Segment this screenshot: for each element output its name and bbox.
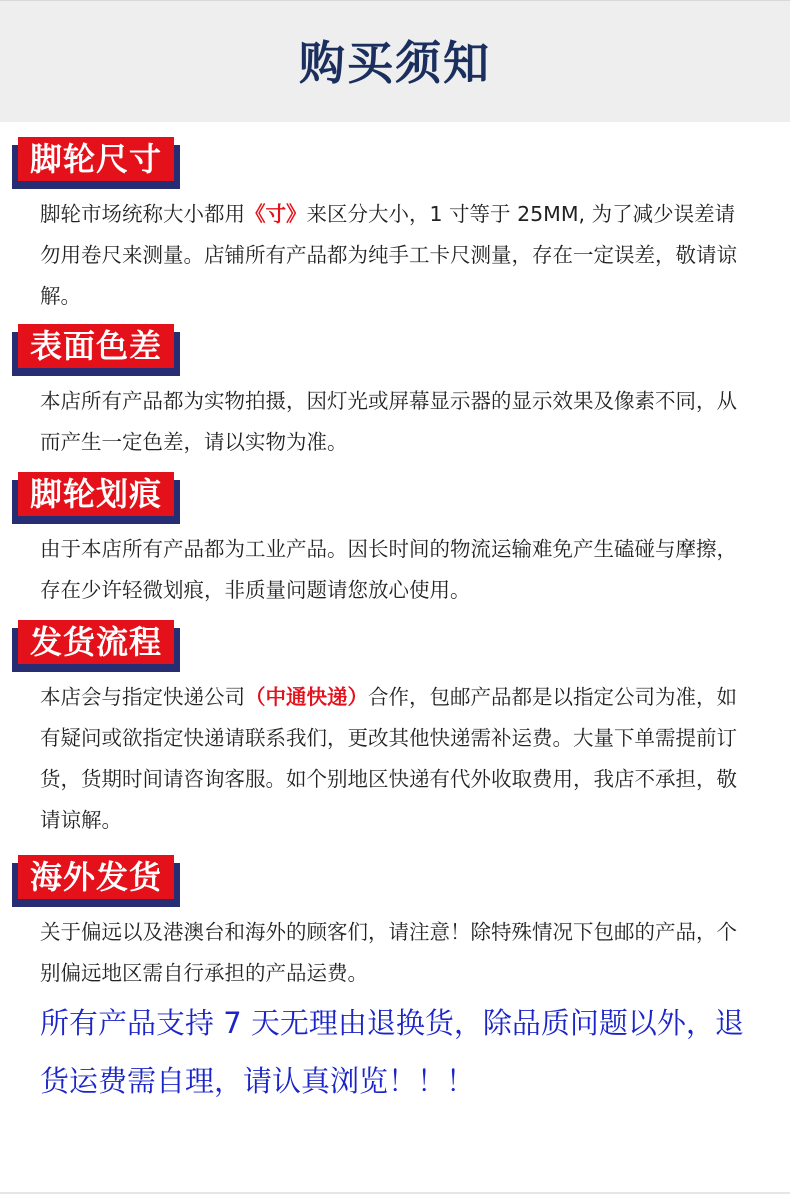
text-part: 本店会与指定快递公司 [40, 685, 245, 709]
section-text-caster-size [40, 194, 740, 317]
section-title: 发货流程 [18, 620, 174, 664]
section-title: 表面色差 [18, 324, 174, 368]
page-header [0, 0, 790, 122]
text-part: 合作，包邮产品都是以指定公司为准，如有疑问或欲指定快递请联系我们，更改其他快递需补运费。大量下单需提前订货，货期时间请咨询客服。如个别地区快递有代外收取费用，我店不承担，敬请谅解。 [40, 685, 737, 832]
section-text-overseas-shipping: 关于偏远以及港澳台和海外的顾客们，请注意！除特殊情况下包邮的产品，个别偏远地区需自行承担的产品运费。 [40, 920, 737, 985]
section-text-scratches: 由于本店所有产品都为工业产品。因长时间的物流运输难免产生磕碰与摩擦，存在少许轻微划痕，非质量问题请您放心使用。 [40, 537, 737, 602]
text-part: 来区分大小，1 寸等于 25MM, 为了减少误差请勿用卷尺来测量。店铺所有产品都为纯手工卡尺测量，存在一定误差，敬请谅解。 [40, 202, 737, 308]
text-part: 脚轮市场统称大小都用 [40, 202, 245, 226]
courier-highlight: （中通快递） [245, 685, 368, 709]
section-text-shipping-process [40, 677, 740, 841]
section-title: 海外发货 [18, 855, 174, 899]
section-title: 脚轮尺寸 [18, 137, 174, 181]
return-policy-notice: 所有产品支持 7 天无理由退换货，除品质问题以外，退货运费需自理，请认真浏览！！！ [40, 1006, 744, 1098]
section-text-color-difference: 本店所有产品都为实物拍摄，因灯光或屏幕显示器的显示效果及像素不同，从而产生一定色差，请以实物为准。 [40, 389, 737, 454]
bottom-divider [0, 1192, 790, 1194]
inch-highlight: 《寸》 [245, 202, 307, 226]
section-title: 脚轮划痕 [18, 472, 174, 516]
page-title: 购买须知 [299, 36, 491, 90]
